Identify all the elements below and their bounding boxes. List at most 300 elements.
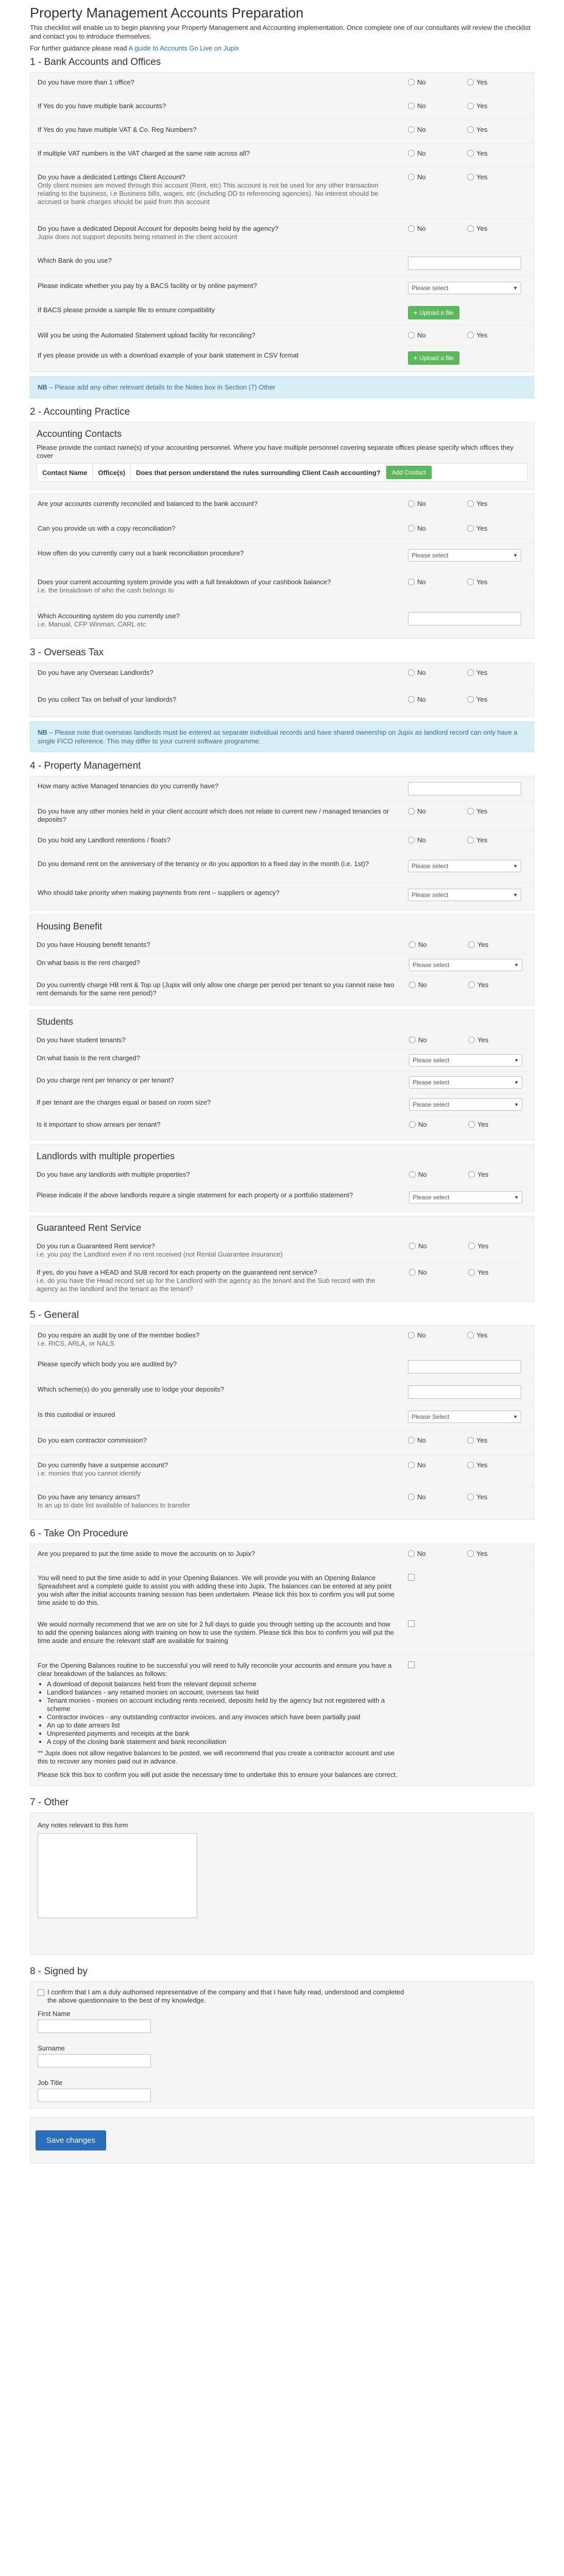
panel-property — [30, 776, 534, 910]
balances-list — [38, 1680, 398, 1746]
radio-yes[interactable] — [468, 1242, 527, 1250]
yes-no-radios — [408, 524, 526, 532]
panel-students — [30, 1010, 534, 1140]
question-row — [37, 1094, 527, 1116]
radio-circle — [408, 579, 415, 585]
radio-circle — [467, 1332, 474, 1338]
question-label — [38, 225, 408, 241]
radio-circle — [408, 1494, 415, 1500]
question-label — [38, 578, 408, 595]
radio-label: Yes — [476, 836, 488, 844]
question-label: Do you collect Tax on behalf of your landlords? — [38, 696, 177, 703]
radio-circle — [467, 126, 474, 133]
question-row — [30, 251, 534, 276]
question-label: On what basis is the rent charged? — [37, 959, 140, 967]
upload-statement-button[interactable] — [408, 351, 459, 365]
radio-no[interactable] — [408, 669, 467, 676]
radio-circle — [467, 808, 474, 815]
question-label: Please indicate whether you pay by a BACS facility or by online payment? — [38, 282, 257, 290]
radio-label: No — [417, 1436, 426, 1444]
radio-yes[interactable] — [468, 1036, 527, 1044]
payment-priority-select[interactable] — [408, 889, 521, 901]
radio-yes[interactable] — [467, 1331, 526, 1339]
question-row — [30, 831, 534, 854]
radio-label: Yes — [476, 524, 488, 532]
radio-no[interactable] — [408, 173, 467, 181]
checkbox-col — [408, 1662, 526, 1670]
radio-yes[interactable] — [467, 807, 526, 815]
radio-circle — [467, 1462, 474, 1468]
charge-basis-select[interactable] — [409, 1098, 522, 1111]
confirm-text: We would normally recommend that we are on site for 2 full days to guide you through setting up the accounts and how to add the opening balances along with training on how to use the system. Please tick this box to confirm you will put the time aside and ensure the relevant staff are available for training — [38, 1620, 394, 1645]
question-row — [30, 1431, 534, 1455]
radio-no[interactable] — [409, 1268, 468, 1276]
list-item: • A download of deposit balances held from the relevant deposit scheme — [47, 1680, 398, 1688]
radio-circle — [467, 837, 474, 843]
radio-no[interactable] — [408, 149, 467, 157]
radio-label: No — [417, 126, 426, 133]
radio-label: No — [417, 696, 426, 703]
question-label: Do you have Housing benefit tenants? — [37, 941, 150, 948]
question-label: If BACS please provide a sample file to ensure compatibility — [38, 306, 215, 314]
radio-circle — [408, 696, 415, 703]
radio-no[interactable] — [409, 941, 468, 948]
radio-no[interactable] — [408, 225, 467, 232]
question-row — [37, 1031, 527, 1049]
chevron-down-icon: ▼ — [514, 1080, 519, 1085]
save-button[interactable]: Save changes — [36, 2130, 106, 2150]
panel-accounting-contacts — [30, 422, 534, 489]
select-value: Please select — [412, 284, 449, 292]
radio-label: No — [417, 149, 426, 157]
list-item: • Contractor invoices - any outstanding contractor invoices, and any invoices which have been partially paid — [47, 1713, 398, 1721]
radio-label: Yes — [476, 807, 488, 815]
question-row — [37, 1238, 527, 1264]
opening-balances-checkbox[interactable] — [408, 1574, 415, 1581]
question-label — [38, 1331, 408, 1348]
question-row — [30, 494, 534, 519]
bank-name-input[interactable] — [408, 257, 521, 270]
question-note: i.e. RICS, ARLA, or NALS — [38, 1340, 114, 1347]
surname-input[interactable] — [38, 2054, 151, 2067]
radio-circle — [408, 1332, 415, 1338]
section-title-other: 7 - Other — [30, 1797, 69, 1808]
yes-no-radios — [408, 807, 526, 815]
question-label: If yes please provide us with a download example of your bank statement in CSV format — [38, 351, 299, 359]
radio-label: Yes — [477, 981, 489, 989]
confirm-row — [30, 1568, 534, 1614]
radio-label: Yes — [476, 126, 488, 133]
question-label: If Yes do you have multiple bank accounts? — [38, 102, 166, 110]
radio-no[interactable] — [408, 1331, 467, 1339]
yes-no-radios — [408, 102, 526, 110]
question-label: Do you have any Overseas Landlords? — [38, 669, 153, 676]
question-note: i.e. Manual, CFP Winman, CARL etc — [38, 620, 146, 628]
select-value: Please select — [412, 862, 449, 870]
question-row — [37, 1187, 527, 1208]
statement-type-select[interactable] — [409, 1191, 522, 1204]
select-value: Please select — [412, 552, 449, 559]
radio-no[interactable] — [408, 578, 467, 586]
radio-yes[interactable] — [467, 1550, 526, 1557]
question-text: Do you currently have a suspense account? — [38, 1461, 168, 1469]
radio-label: Yes — [477, 941, 489, 948]
radio-yes[interactable] — [467, 126, 526, 133]
question-label: Is it important to show arrears per tenant? — [37, 1121, 161, 1128]
radio-label: Yes — [477, 1121, 489, 1128]
radio-label: No — [417, 1550, 426, 1557]
accounting-system-input[interactable] — [408, 612, 521, 625]
yes-no-radios — [408, 1550, 526, 1557]
yes-no-radios — [408, 225, 526, 232]
deposit-scheme-input[interactable] — [408, 1385, 521, 1399]
radio-yes[interactable] — [467, 102, 526, 110]
plus-icon: + — [414, 309, 418, 316]
contacts-text: Please provide the contact name(s) of your accounting personnel. Where you have multiple personnel covering separate offices please specify which offices they cover — [37, 444, 514, 460]
question-row — [30, 1354, 534, 1380]
radio-yes[interactable] — [468, 1171, 527, 1178]
question-row — [37, 1116, 527, 1137]
radio-no[interactable] — [409, 1171, 468, 1178]
section-title-take-on: 6 - Take On Procedure — [30, 1528, 128, 1539]
radio-label: Yes — [476, 102, 488, 110]
question-note: i.e. do you have the Head record set up for the Landlord with the agency as the tenant and the Sub record with the agency as the landlord and the tenant as the tenant? — [37, 1277, 375, 1293]
radio-label: No — [417, 500, 426, 507]
radio-circle — [467, 500, 474, 507]
training-checkbox[interactable] — [408, 1620, 415, 1627]
add-contact-button[interactable]: Add Contact — [386, 466, 432, 479]
radio-no[interactable] — [408, 836, 467, 844]
student-rent-basis-select[interactable] — [409, 1054, 522, 1066]
radio-no[interactable] — [408, 1493, 467, 1501]
payment-method-select[interactable] — [408, 282, 521, 294]
notes-textarea[interactable] — [38, 1833, 197, 1918]
job-title-input[interactable] — [38, 2089, 151, 2102]
confirm-note: ** Jupix does not allow negative balances to be posted, we will recommend that you create a contractor account and use this to recover any monies paid out in advance. — [38, 1749, 395, 1765]
radio-yes[interactable] — [467, 836, 526, 844]
radio-label: No — [418, 941, 427, 948]
question-row — [30, 883, 534, 910]
radio-label: Yes — [476, 500, 488, 507]
radio-circle — [408, 1437, 415, 1444]
question-row — [30, 572, 534, 606]
question-label: If per tenant are the charges equal or based on room size? — [37, 1098, 211, 1106]
question-label — [38, 1493, 408, 1510]
custodial-insured-select[interactable] — [408, 1411, 521, 1423]
radio-circle — [408, 525, 415, 532]
radio-label: No — [418, 981, 427, 989]
radio-circle — [467, 669, 474, 676]
question-row — [30, 1380, 534, 1405]
control — [408, 860, 526, 872]
question-text: Do you require an audit by one of the member bodies? — [38, 1331, 200, 1339]
question-label: Do you earn contractor commission? — [38, 1436, 147, 1444]
question-label — [38, 612, 408, 629]
question-text: Which Accounting system do you currently use? — [38, 612, 180, 620]
radio-circle — [467, 79, 474, 86]
question-note: Is an up to date list available of balances to transfer — [38, 1501, 191, 1509]
question-row — [30, 802, 534, 831]
question-row — [30, 544, 534, 572]
question-label: Do you have any other monies held in your client account which does not relate to current new / managed tenancies or deposits? — [38, 807, 389, 823]
chevron-down-icon: ▼ — [513, 285, 518, 291]
question-label: Do you have any landlords with multiple properties? — [37, 1171, 190, 1178]
guide-link[interactable]: A guide to Accounts Go Live on Jupix — [128, 44, 240, 52]
radio-circle — [467, 225, 474, 232]
radio-label: Yes — [476, 149, 488, 157]
button-label: Upload a file — [419, 354, 454, 362]
question-row — [30, 120, 534, 144]
radio-no[interactable] — [408, 500, 467, 507]
intro-text: This checklist will enable us to begin planning your Property Management and Accounting implementation. Once complete one of our consultants will review the checklist and contact you to introduce themselves. — [30, 24, 531, 40]
radio-label: No — [417, 807, 426, 815]
radio-no[interactable] — [408, 524, 467, 532]
question-note: i.e. the breakdown of who the cash belongs to — [38, 586, 174, 594]
radio-circle — [467, 1437, 474, 1444]
radio-circle — [467, 696, 474, 703]
radio-yes[interactable] — [468, 1121, 527, 1128]
confirm-block — [38, 1662, 408, 1779]
radio-yes[interactable] — [468, 981, 527, 989]
radio-label: No — [417, 669, 426, 676]
section-title-accounting: 2 - Accounting Practice — [30, 406, 130, 417]
question-row — [30, 326, 534, 346]
radio-label: No — [417, 173, 426, 181]
section-title-overseas: 3 - Overseas Tax — [30, 647, 104, 658]
control — [408, 351, 526, 365]
radio-yes[interactable] — [467, 578, 526, 586]
rent-demand-select[interactable] — [408, 860, 521, 872]
radio-label: No — [418, 1036, 427, 1044]
radio-yes[interactable] — [467, 1493, 526, 1501]
panel-signed — [30, 1981, 534, 2109]
radio-circle — [408, 150, 415, 157]
question-row — [30, 1405, 534, 1431]
authorised-checkbox[interactable] — [38, 1989, 44, 1996]
yes-no-radios — [409, 1268, 527, 1276]
question-row — [37, 1166, 527, 1187]
column-header: Does that person understand the rules surrounding Client Cash accounting? — [131, 464, 386, 481]
control — [409, 1191, 527, 1204]
sub-section-title: Accounting Contacts — [37, 429, 122, 439]
radio-yes[interactable] — [467, 173, 526, 181]
radio-circle — [408, 669, 415, 676]
first-name-input[interactable] — [38, 2020, 151, 2033]
yes-no-radios — [409, 1121, 527, 1128]
confirm-text: I confirm that I am a duly authorised representative of the company and that I have fully read, understood and completed the above questionnaire to the best of my knowledge. — [47, 1988, 404, 2004]
chevron-down-icon: ▼ — [513, 1414, 518, 1419]
question-label: Do you currently charge HB rent & Top up (Jupix will only allow one charge per period per tenant so you cannot raise two rent demands for the same rent period)? — [37, 981, 395, 997]
radio-yes[interactable] — [467, 225, 526, 232]
question-row — [30, 1544, 534, 1568]
control — [408, 782, 526, 795]
list-item: • Landlord balances - any retained monies on account, overseas tax held — [47, 1688, 398, 1697]
radio-label: No — [417, 78, 426, 86]
radio-no[interactable] — [409, 981, 468, 989]
control — [409, 1098, 527, 1111]
radio-no[interactable] — [408, 126, 467, 133]
list-item: • An up to date arrears list — [47, 1721, 398, 1730]
select-value: Please select — [413, 961, 450, 969]
yes-no-radios — [408, 1461, 526, 1469]
radio-circle — [468, 981, 475, 988]
confirm-text: You will need to put the time aside to add in your Opening Balances. We will provide you with an Opening Balance Spreadsheet and a complete guide to assist you with adding these into Jupix. The balances can be entered at any point you wish after the initial accounts training session has been undertaken. Please tick this box to confirm you will put some time aside to do this. — [38, 1574, 395, 1606]
radio-no[interactable] — [408, 1461, 467, 1469]
panel-other — [30, 1812, 534, 1955]
yes-no-radios — [408, 578, 526, 586]
radio-no[interactable] — [408, 331, 467, 339]
radio-circle — [408, 225, 415, 232]
radio-circle — [468, 1269, 475, 1276]
panel-accounting — [30, 494, 534, 639]
info-text: – Please note that overseas landlords must be entered as separate individual records and have shared ownership on Jupix as landlord record can only have a single FICO reference. This may differ to your current software programme. — [38, 728, 518, 745]
question-note: i.e. monies that you cannot identify — [38, 1469, 141, 1477]
section-title-bank: 1 - Bank Accounts and Offices — [30, 57, 161, 67]
panel-overseas — [30, 663, 534, 717]
confirm-intro: For the Opening Balances routine to be successful you will need to fully reconcile your accounts and ensure you have a clear breakdown of the balances as follows: — [38, 1662, 392, 1677]
question-text: Does your current accounting system provide you with a full breakdown of your cashbook balance? — [38, 578, 331, 586]
radio-circle — [467, 150, 474, 157]
radio-yes[interactable] — [467, 696, 526, 703]
control — [408, 1360, 526, 1374]
first-name-label: First Name — [38, 2010, 71, 2018]
radio-circle — [409, 1037, 416, 1043]
control — [408, 257, 526, 270]
select-value: Please select — [413, 1194, 450, 1201]
info-text: – Please add any other relevant details to the Notes box in Section (7) Other — [47, 383, 276, 391]
question-label: Do you hold any Landlord retentions / floats? — [38, 836, 171, 844]
radio-yes[interactable] — [467, 331, 526, 339]
chevron-down-icon: ▼ — [514, 962, 519, 968]
yes-no-radios — [408, 173, 526, 181]
select-value: Please Select — [412, 1413, 450, 1420]
question-row — [37, 954, 527, 976]
radio-no[interactable] — [408, 1550, 467, 1557]
radio-yes[interactable] — [467, 1436, 526, 1444]
yes-no-radios — [408, 1331, 526, 1339]
yes-no-radios — [409, 1036, 527, 1044]
yes-no-radios — [408, 696, 526, 703]
question-text: Do you run a Guaranteed Rent service? — [37, 1242, 155, 1250]
radio-no[interactable] — [408, 102, 467, 110]
radio-label: No — [417, 225, 426, 232]
radio-label: Yes — [476, 578, 488, 586]
radio-circle — [467, 332, 474, 338]
notes-label: Any notes relevant to this form — [38, 1821, 128, 1829]
question-label: Are your accounts currently reconciled and balanced to the bank account? — [38, 500, 258, 507]
managed-tenancies-input[interactable] — [408, 782, 521, 795]
control — [408, 549, 526, 562]
radio-label: Yes — [476, 173, 488, 181]
yes-no-radios — [408, 149, 526, 157]
info-bold: NB — [38, 383, 47, 391]
question-label: Will you be using the Automated Statement upload facility for reconciling? — [38, 331, 255, 339]
radio-yes[interactable] — [468, 1268, 527, 1276]
question-row — [30, 96, 534, 120]
radio-yes[interactable] — [467, 149, 526, 157]
radio-no[interactable] — [409, 1242, 468, 1250]
question-label: Who should take priority when making payments from rent – suppliers or agency? — [38, 889, 280, 896]
yes-no-radios — [408, 669, 526, 676]
question-label: Which Bank do you use? — [38, 257, 112, 264]
radio-label: No — [418, 1121, 427, 1128]
yes-no-radios — [408, 126, 526, 133]
radio-yes[interactable] — [467, 524, 526, 532]
hb-rent-basis-select[interactable] — [409, 959, 522, 971]
radio-label: Yes — [476, 1550, 488, 1557]
reconcile-checkbox[interactable] — [408, 1662, 415, 1668]
radio-no[interactable] — [408, 78, 467, 86]
question-label: If multiple VAT numbers is the VAT charged at the same rate across all? — [38, 149, 250, 157]
question-label: How many active Managed tenancies do you currently have? — [38, 782, 219, 790]
radio-no[interactable] — [409, 1121, 468, 1128]
question-row — [30, 1326, 534, 1354]
radio-circle — [408, 332, 415, 338]
radio-no[interactable] — [409, 1036, 468, 1044]
confirm-row — [30, 1614, 534, 1655]
radio-label: Yes — [476, 1436, 488, 1444]
question-label: Which scheme(s) do you generally use to lodge your deposits? — [38, 1385, 225, 1393]
radio-no[interactable] — [408, 807, 467, 815]
question-text: Do you have a dedicated Deposit Account for deposits being held by the agency? — [38, 225, 279, 232]
question-row — [37, 1072, 527, 1094]
yes-no-radios — [408, 1493, 526, 1501]
list-item: • Tenant monies - monies on account including rents received, deposits held by the agency but not registered with a scheme — [47, 1697, 398, 1713]
info-notice — [30, 721, 534, 752]
panel-multi-property-landlords — [30, 1144, 534, 1212]
radio-no[interactable] — [408, 1436, 467, 1444]
control — [408, 1385, 526, 1399]
question-row — [30, 1487, 534, 1519]
question-label: Are you prepared to put the time aside to move the accounts on to Jupix? — [38, 1550, 255, 1557]
radio-yes[interactable] — [467, 78, 526, 86]
radio-no[interactable] — [408, 696, 467, 703]
question-label — [37, 1268, 409, 1293]
select-value: Please select — [413, 1079, 450, 1086]
rent-per-tenancy-select[interactable] — [409, 1076, 522, 1089]
radio-circle — [408, 1550, 415, 1557]
yes-no-radios — [409, 1242, 527, 1250]
radio-circle — [408, 126, 415, 133]
control — [408, 1411, 526, 1423]
chevron-down-icon: ▼ — [514, 1102, 519, 1107]
radio-circle — [468, 1121, 475, 1128]
question-row — [30, 519, 534, 544]
radio-circle — [467, 103, 474, 109]
add-wrap — [386, 466, 436, 479]
upload-bacs-button[interactable] — [408, 306, 459, 319]
job-title-label: Job Title — [38, 2079, 63, 2087]
column-header: Contact Name — [37, 464, 93, 481]
radio-circle — [408, 79, 415, 86]
question-label: Can you provide us with a copy reconciliation? — [38, 524, 176, 532]
radio-yes[interactable] — [467, 500, 526, 507]
radio-circle — [408, 1462, 415, 1468]
radio-yes[interactable] — [467, 669, 526, 676]
radio-label: No — [417, 102, 426, 110]
radio-circle — [409, 1121, 416, 1128]
radio-yes[interactable] — [468, 941, 527, 948]
save-area — [30, 2117, 534, 2164]
question-row — [30, 276, 534, 300]
audit-body-input[interactable] — [408, 1360, 521, 1374]
panel-general — [30, 1325, 534, 1520]
radio-circle — [409, 1171, 416, 1178]
reconciliation-frequency-select[interactable] — [408, 549, 521, 562]
sub-section-title: Guaranteed Rent Service — [37, 1223, 142, 1233]
radio-yes[interactable] — [467, 1461, 526, 1469]
radio-label: Yes — [476, 78, 488, 86]
